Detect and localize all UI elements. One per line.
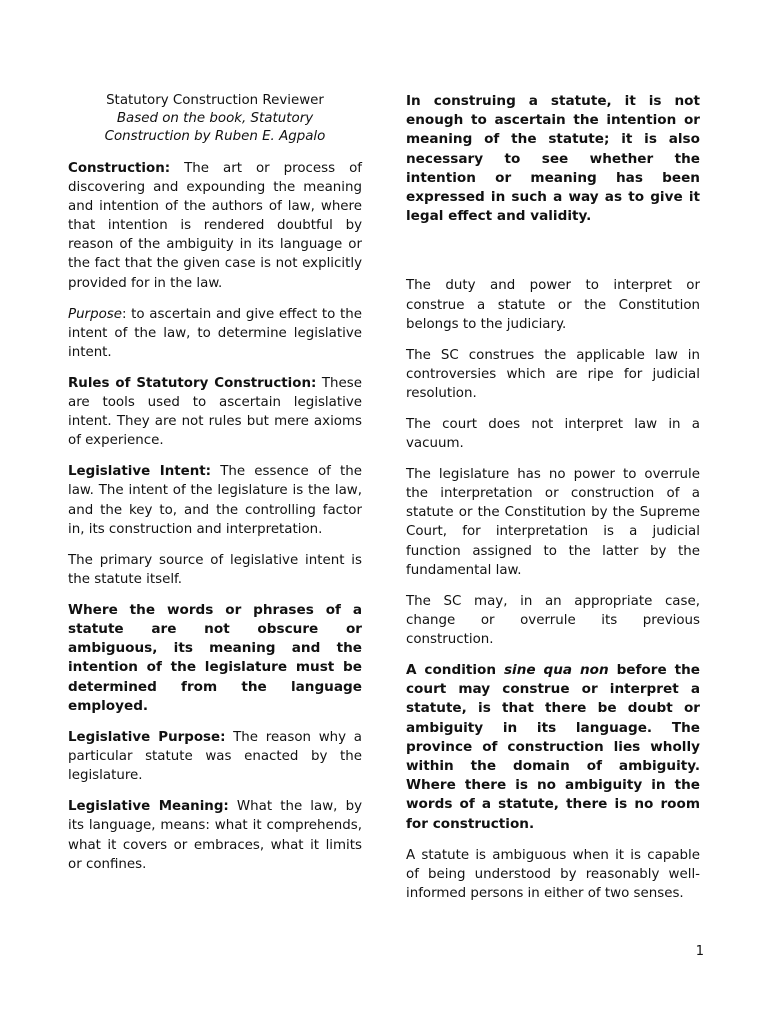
vacuum-paragraph: The court does not interpret law in a vacuum. xyxy=(406,416,700,452)
legislative-purpose-term: Legislative Purpose: xyxy=(68,730,226,746)
purpose-text: : to ascertain and give effect to the intent of the law, to determine legislative intent. xyxy=(68,306,362,360)
left-column xyxy=(68,92,362,886)
document-subtitle-line-1: Based on the book, Statutory xyxy=(116,111,314,126)
document-subtitle-line-2: Construction by Ruben E. Agpalo xyxy=(104,129,326,144)
right-column xyxy=(406,92,700,915)
legislative-intent-text: The essence of the law. The intent of the legislature is the law, and the key to, and the controlling factor in, its construction and interpretation. xyxy=(68,464,362,537)
legislative-purpose-text: The reason why a particular statute was enacted by the legislature. xyxy=(68,730,362,784)
rules-text: These are tools used to ascertain legislative intent. They are not rules but mere axioms of experience. xyxy=(68,375,362,449)
purpose-paragraph xyxy=(68,305,362,362)
legislative-meaning-paragraph xyxy=(68,797,362,873)
condition-post: before the court may construe or interpret a statute, is that there be doubt or ambiguity in its language. The province of construction lies wholly within the domain of ambiguity. Where there is no ambiguity in the words of a statute, there is no room for construction. xyxy=(406,662,700,832)
legislative-meaning-text: What the law, by its language, means: what it comprehends, what it covers or embraces, what it limits or confines. xyxy=(68,799,362,872)
condition-pre: A condition xyxy=(406,662,504,679)
rules-paragraph xyxy=(68,374,362,450)
words-phrases-paragraph: Where the words or phrases of a statute are not obscure or ambiguous, its meaning and the intention of the legislature must be determined from the language employed. xyxy=(68,601,362,714)
document-title: Statutory Construction Reviewer xyxy=(106,93,324,108)
duty-power-paragraph: The duty and power to interpret or construe a statute or the Constitution belongs to the judiciary. xyxy=(406,278,700,332)
construction-paragraph xyxy=(68,159,362,293)
rules-term: Rules of Statutory Construction: xyxy=(68,375,317,391)
condition-paragraph xyxy=(406,661,700,834)
document-header xyxy=(68,92,362,146)
sc-may-paragraph: The SC may, in an appropriate case, change or overrule its previous construction. xyxy=(406,593,700,647)
purpose-term: Purpose xyxy=(68,306,122,322)
sc-construes-paragraph: The SC construes the applicable law in controversies which are ripe for judicial resolution. xyxy=(406,347,700,401)
primary-source-paragraph: The primary source of legislative intent is the statute itself. xyxy=(68,552,362,587)
construction-text: The art or process of discovering and expounding the meaning and intention of the authors of law, where that intention is rendered doubtful by reason of the ambiguity in its language or the fact that the given case is not explicitly provided for in the law. xyxy=(68,161,362,291)
legislative-intent-term: Legislative Intent: xyxy=(68,464,212,480)
condition-latin-phrase: sine qua non xyxy=(503,662,609,679)
column-spacer xyxy=(406,238,700,276)
legislature-no-power-paragraph: The legislature has no power to overrule the interpretation or construction of a statute or the Constitution by the Supreme Court, for interpretation is a judicial function assigned to the latter by the fundamental law. xyxy=(406,467,700,578)
construction-term: Construction: xyxy=(68,161,171,176)
legislative-intent-paragraph xyxy=(68,462,362,538)
ambiguous-paragraph: A statute is ambiguous when it is capable of being understood by reasonably well-informed persons in either of two senses. xyxy=(406,847,700,902)
legislative-meaning-term: Legislative Meaning: xyxy=(68,799,229,815)
construing-paragraph: In construing a statute, it is not enough to ascertain the intention or meaning of the statute; it is also necessary to see whether the intention or meaning has been expressed in such a way as to give it legal effect and validity. xyxy=(406,93,700,225)
page-number: 1 xyxy=(695,944,704,959)
legislative-purpose-paragraph xyxy=(68,728,362,785)
